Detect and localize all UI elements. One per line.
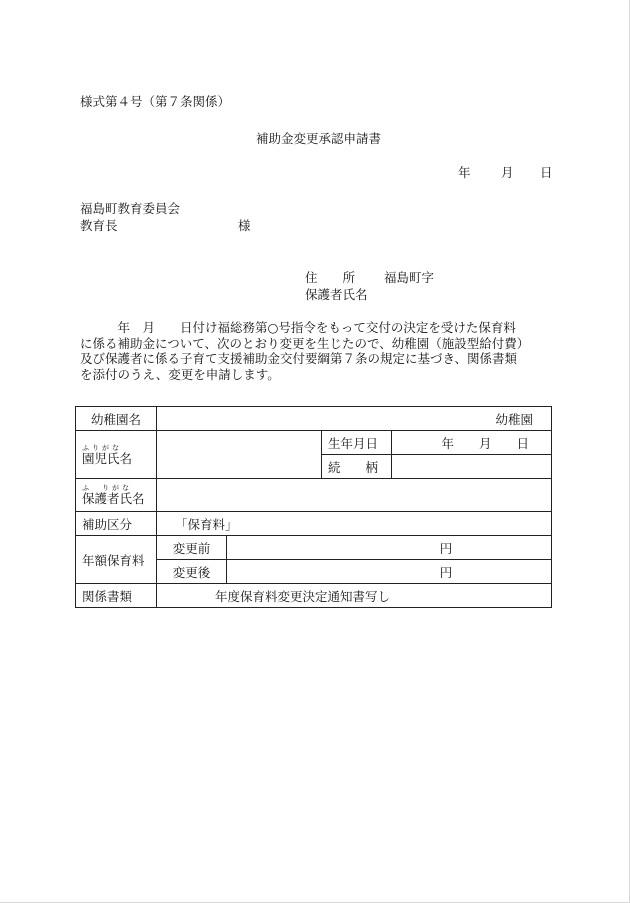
guardian-label: 保護者氏名 — [82, 491, 145, 506]
guardian-name-label: 保護者氏名 — [305, 287, 368, 302]
date-month: 月 — [501, 165, 514, 180]
table-row-fee-before — [76, 536, 552, 560]
relation-field[interactable] — [392, 455, 552, 479]
application-body — [80, 320, 555, 382]
address-value: 福島町字 — [384, 270, 435, 285]
child-name-label-cell — [76, 431, 157, 479]
addressee-honorific: 様 — [238, 218, 251, 233]
body-line: に係る補助金について、次のとおり変更を生じたので、幼稚園（施設型給付費） — [80, 335, 530, 351]
table-row-kindergarten — [76, 407, 552, 431]
table-row-child-name — [76, 431, 552, 455]
guardian-label-cell — [76, 479, 157, 512]
date-year: 年 — [458, 165, 471, 180]
document-title: 補助金変更承認申請書 — [256, 131, 382, 146]
after-label: 変更後 — [157, 560, 227, 584]
body-line: 年 月 日付け福総務第○号指令をもって交付の決定を受けた保育料 — [80, 320, 516, 335]
after-amount-field[interactable]: 円 — [227, 560, 552, 584]
before-amount-field[interactable]: 円 — [227, 536, 552, 560]
guardian-furigana: ふ りがな — [82, 484, 132, 492]
child-name-label: 園児氏名 — [82, 450, 133, 466]
date-day: 日 — [540, 165, 553, 180]
annual-fee-label: 年額保育料 — [76, 536, 157, 584]
body-line: 及び保護者に係る子育て支援補助金交付要綱第７条の規定に基づき、関係書類 — [80, 351, 518, 366]
child-name-field[interactable] — [157, 431, 322, 479]
child-furigana: ふりがな — [82, 443, 122, 452]
subsidy-label: 補助区分 — [76, 512, 157, 536]
body-line: を添付のうえ、変更を申請します。 — [80, 366, 280, 382]
birthdate-label: 生年月日 — [322, 431, 392, 455]
guardian-name-field[interactable] — [157, 479, 552, 512]
relation-label: 続 柄 — [322, 455, 392, 479]
subsidy-value: 「保育料」 — [157, 512, 552, 536]
table-row-documents — [76, 584, 552, 608]
documents-label: 関係書類 — [76, 584, 157, 608]
addressee-org: 福島町教育委員会 — [80, 201, 181, 216]
table-row-guardian — [76, 479, 552, 512]
kindergarten-label: 幼稚園名 — [76, 407, 157, 431]
table-row-subsidy — [76, 512, 552, 536]
application-table — [75, 406, 552, 608]
kindergarten-field[interactable]: 幼稚園 — [157, 407, 552, 431]
birthdate-field[interactable]: 年 月 日 — [392, 431, 552, 455]
documents-value: 年度保育料変更決定通知書写し — [157, 584, 552, 608]
addressee-position: 教育長 — [80, 218, 118, 233]
form-number: 様式第４号（第７条関係） — [80, 94, 231, 109]
before-label: 変更前 — [157, 536, 227, 560]
address-label: 住 所 — [305, 270, 356, 285]
